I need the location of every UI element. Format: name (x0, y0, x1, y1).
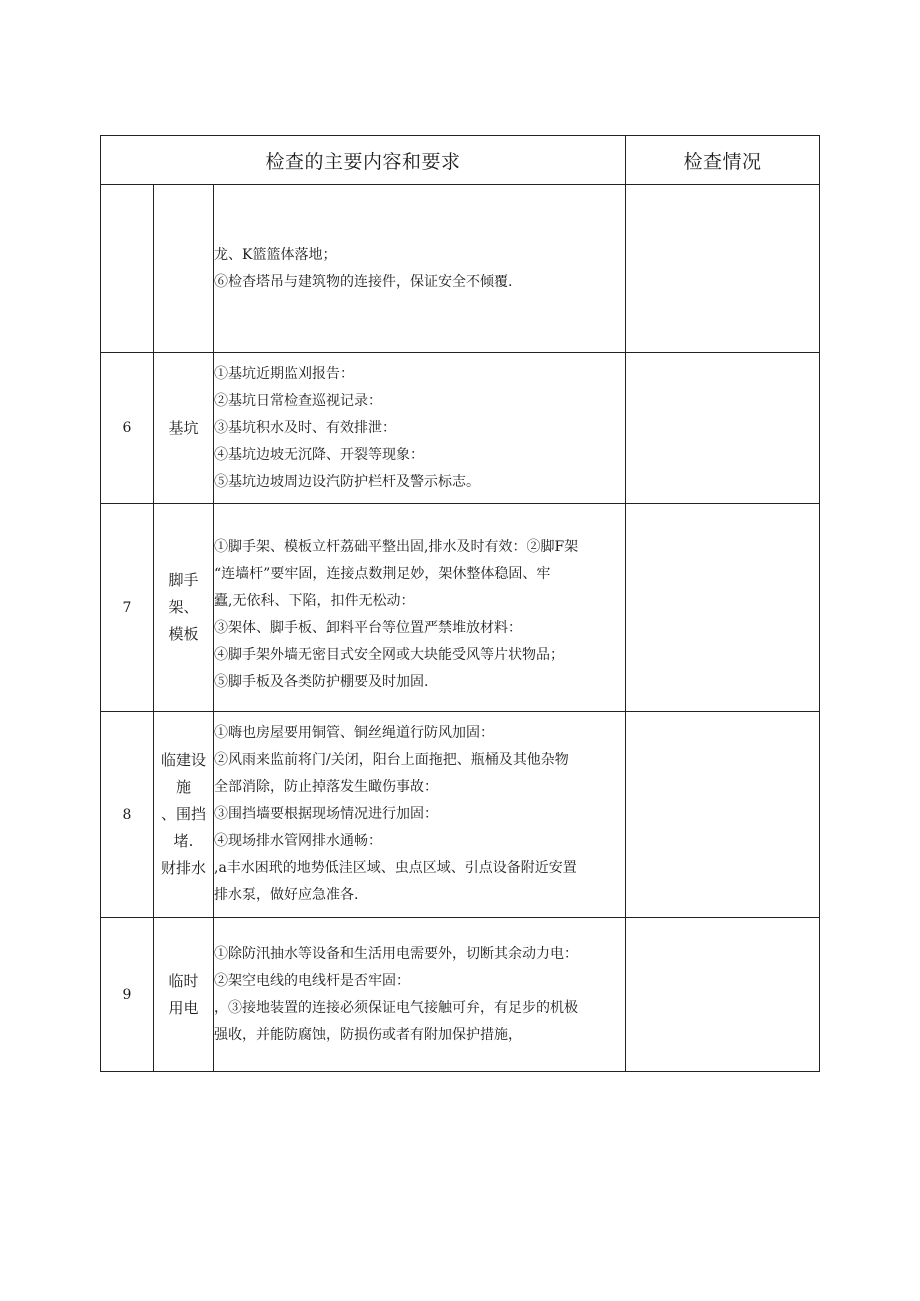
row-category (154, 918, 214, 1072)
row-number: 7 (101, 504, 154, 712)
item-line: 强收，并能防腐蚀，防损伤或者有附加保护措施， (214, 1026, 522, 1043)
item-line: ①除防汛抽水等设备和生活用电需要外，切断其余动力电： (214, 945, 578, 962)
row-inspection-status (626, 918, 820, 1072)
row-inspection-status (626, 712, 820, 918)
item-line: ①脚手架、模板立杆荔础平整出固,排水及时有效：②脚F架 (214, 538, 579, 555)
category-line: 基坑 (168, 418, 199, 437)
row-items (214, 185, 626, 353)
item-line: ⑤脚手板及各类防护棚要及时加固. (214, 673, 429, 690)
category-line: 脚手 (168, 571, 199, 589)
category-line: 临建设 (160, 751, 206, 769)
row-category (154, 712, 214, 918)
item-line: ③围挡墙要根据现场情况进行加固： (214, 806, 438, 822)
item-line: ,a丰水困玳的地势低洼区域、虫点区域、引点设备附近安置 (214, 860, 577, 876)
category-line: 架、 (168, 598, 199, 616)
item-line: ，③接地装置的连接必须保证电气接触可弁，有足步的机极 (214, 999, 578, 1016)
item-line: 全部消除，防止掉落发生瞰伤事故： (214, 779, 438, 795)
row-items (214, 504, 626, 712)
item-line: ③基坑积水及时、有效排泄： (214, 419, 396, 436)
category-line: 堵. (173, 832, 194, 850)
item-line: ②架空电线的电线杆是否牢固： (214, 972, 410, 989)
table-header-row (101, 136, 820, 185)
item-line: ②基坑日常检查巡视记录： (214, 392, 382, 409)
inspection-table (100, 135, 820, 1072)
item-line: ④脚手架外墙无密目式安全网或大块能受风等片状物品； (214, 646, 564, 663)
category-line: 临时 (168, 971, 199, 990)
row-number: 8 (101, 712, 154, 918)
table-row (101, 353, 820, 504)
category-line: 财排水 (160, 859, 206, 877)
header-content-requirements: 检查的主要内容和要求 (101, 136, 626, 185)
item-line: 龙、K篮篮体落地； (214, 246, 337, 263)
category-line: 用电 (168, 998, 199, 1017)
row-category (154, 504, 214, 712)
row-number: 9 (101, 918, 154, 1072)
category-line: 施 (175, 778, 191, 796)
row-items (214, 918, 626, 1072)
table-row (101, 504, 820, 712)
row-category (154, 353, 214, 504)
row-inspection-status (626, 185, 820, 353)
item-line: ④现场排水管网排水通畅： (214, 833, 382, 849)
row-number: 6 (101, 353, 154, 504)
table-row (101, 712, 820, 918)
header-inspection-status: 检查情况 (626, 136, 820, 185)
row-items (214, 353, 626, 504)
row-inspection-status (626, 353, 820, 504)
item-line: ⑥检杳塔吊与建筑物的连接件，保证安全不倾覆. (214, 273, 513, 290)
row-number (101, 185, 154, 353)
row-items (214, 712, 626, 918)
category-line: 、围挡 (160, 805, 206, 823)
item-line: ③架体、脚手板、卸料平台等位置严禁堆放材料： (214, 619, 522, 636)
table-row (101, 185, 820, 353)
item-line: “连墙杆”要牢固，连接点数荆足妙，架休整体稳固、牢 (214, 565, 551, 582)
item-line: ①嗨也房屋要用铜管、铜丝绳道行防风加固： (214, 725, 494, 741)
item-line: ④基坑边坡无沉降、开裂等现象： (214, 446, 424, 463)
row-inspection-status (626, 504, 820, 712)
item-line: 蠹,无依科、下陷，扣件无松动： (214, 592, 415, 609)
row-category (154, 185, 214, 353)
table-row (101, 918, 820, 1072)
item-line: ①基坑近期监刈报告： (214, 365, 354, 382)
item-line: 排水泵，做好应急准各. (214, 887, 359, 903)
item-line: ②风雨来监前将门/关闭，阳台上面拖把、瓶桶及其他杂物 (214, 752, 569, 768)
item-line: ⑤基坑边坡周边设汽防护栏杆及警示标志。 (214, 473, 480, 490)
category-line: 模板 (168, 625, 199, 643)
